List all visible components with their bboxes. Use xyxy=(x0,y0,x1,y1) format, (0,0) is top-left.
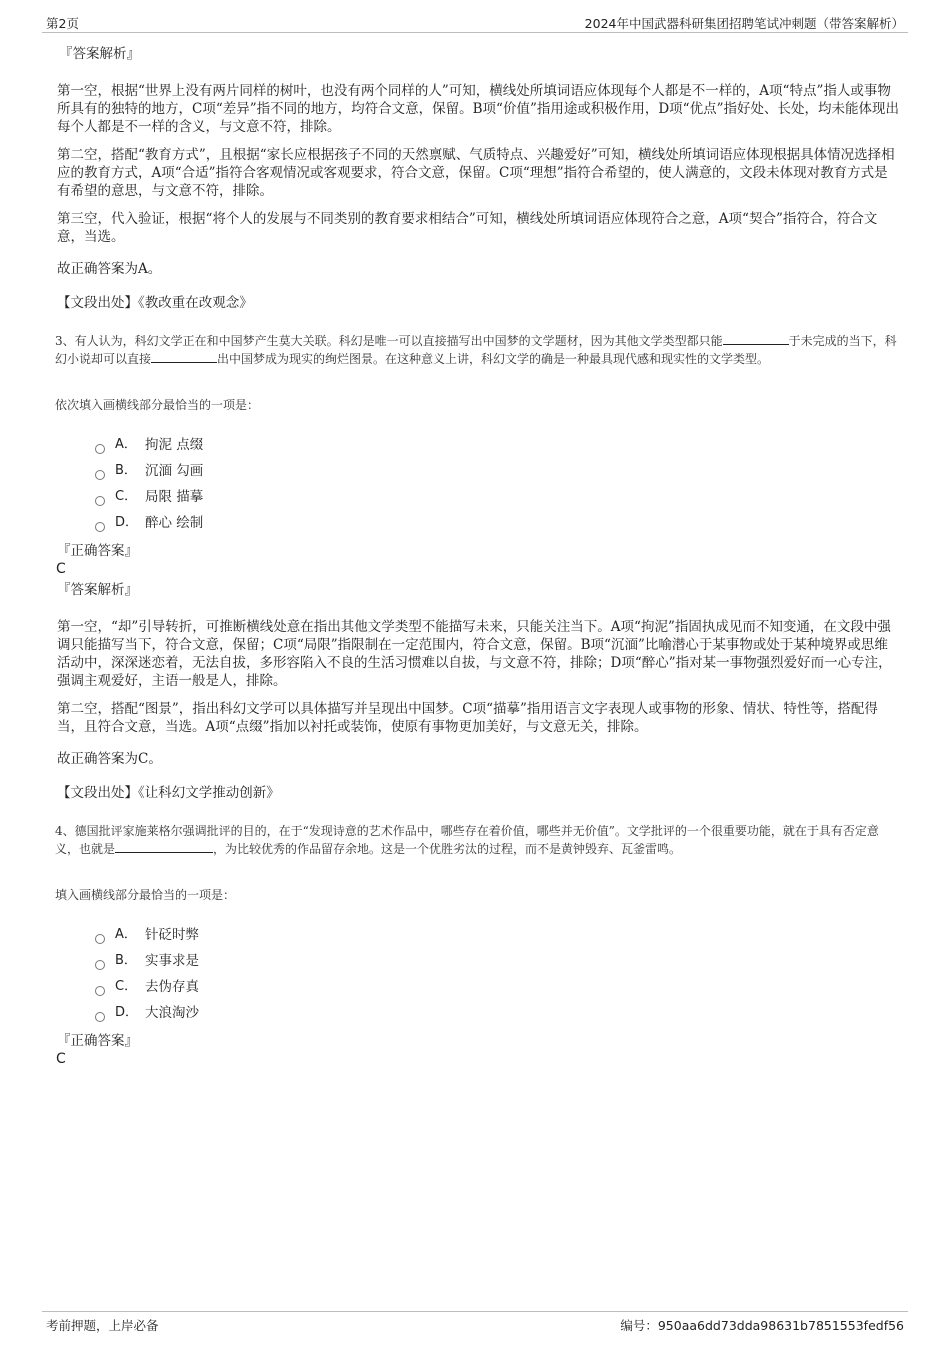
option-item[interactable] xyxy=(95,484,900,510)
options-list xyxy=(95,922,900,1026)
fill-blank xyxy=(115,840,213,853)
option-letter: D． xyxy=(115,1005,139,1020)
question-text-part: 于未完成的当下，科幻小说却可以直接 xyxy=(55,334,897,366)
option-text: 醉心 绘制 xyxy=(145,515,204,531)
fill-blank xyxy=(151,350,217,363)
correct-answer-label: 『正确答案』 xyxy=(57,543,138,559)
correct-answer-value: C xyxy=(56,1051,66,1067)
correct-answer-value: C xyxy=(56,561,66,577)
question-text-part: 3、有人认为，科幻文学正在和中国梦产生莫大关联。科幻是唯一可以直接描写出中国梦的文学题材，因为其他文学类型都只能 xyxy=(55,334,723,348)
analysis-label: 『答案解析』 xyxy=(57,582,138,598)
option-text: 局限 描摹 xyxy=(145,489,204,505)
option-letter: D． xyxy=(115,515,139,530)
radio-button[interactable] xyxy=(95,960,105,970)
question-prompt: 填入画横线部分最恰当的一项是： xyxy=(55,888,236,902)
option-item[interactable] xyxy=(95,948,900,974)
option-item[interactable] xyxy=(95,1000,900,1026)
text-source: 【文段出处】《教改重在改观念》 xyxy=(57,295,253,311)
option-text: 针砭时弊 xyxy=(145,927,199,943)
page-content xyxy=(57,44,900,1068)
document-title: 2024年中国武器科研集团招聘笔试冲刺题（带答案解析） xyxy=(584,16,904,31)
option-letter: A． xyxy=(115,437,137,452)
page-header xyxy=(42,14,908,33)
radio-button[interactable] xyxy=(95,496,105,506)
radio-button[interactable] xyxy=(95,444,105,454)
analysis-paragraph: 第一空，“却”引导转折，可推断横线处意在指出其他文学类型不能描写未来，只能关注当下。A项“拘泥”指固执成见而不知变通，在文段中强调只能描写当下，符合文意，保留；C项“局限”指限制在一定范围内，符合文意，保留。B项“沉湎”比喻潜心于某事物或处于某种境界或思维活动中，深深迷恋着，无法自拔，多形容陷入不良的生活习惯难以自拔，与文意不符，排除；D项“醉心”指对某一事物强烈爱好而一心专注，强调主观爱好，主语一般是人，排除。 xyxy=(57,619,892,689)
radio-button[interactable] xyxy=(95,934,105,944)
option-text: 大浪淘沙 xyxy=(145,1005,199,1021)
option-letter: C． xyxy=(115,489,138,504)
analysis-paragraph: 第二空，搭配“教育方式”，且根据“家长应根据孩子不同的天然禀赋、气质特点、兴趣爱好”可知，横线处所填词语应体现根据具体情况选择相应的教育方式，A项“合适”指符合客观情况或客观要求，符合文意，保留。C项“理想”指符合希望的，使人满意的，文段未体现对教育方式是有希望的意思，与文意不符，排除。 xyxy=(57,147,895,199)
option-letter: C． xyxy=(115,979,138,994)
answer-conclusion: 故正确答案为C。 xyxy=(57,751,162,767)
question-4-text xyxy=(55,822,900,858)
option-letter: A． xyxy=(115,927,137,942)
radio-button[interactable] xyxy=(95,470,105,480)
question-3-text xyxy=(55,332,900,368)
options-list xyxy=(95,432,900,536)
question-text-part: 出中国梦成为现实的绚烂图景。在这种意义上讲，科幻文学的确是一种最具现代感和现实性的文学类型。 xyxy=(217,352,770,366)
radio-button[interactable] xyxy=(95,522,105,532)
text-source: 【文段出处】《让科幻文学推动创新》 xyxy=(57,785,280,801)
option-item[interactable] xyxy=(95,458,900,484)
analysis-paragraph: 第一空，根据“世界上没有两片同样的树叶，也没有两个同样的人”可知，横线处所填词语应体现每个人都是不一样的，A项“特点”指人或事物所具有的独特的地方，C项“差异”指不同的地方，均符合文意，保留。B项“价值”指用途或积极作用，D项“优点”指好处、长处，均未能体现出每个人都是不一样的含义，与文意不符，排除。 xyxy=(57,83,899,135)
option-item[interactable] xyxy=(95,922,900,948)
radio-button[interactable] xyxy=(95,1012,105,1022)
answer-conclusion: 故正确答案为A。 xyxy=(57,261,162,277)
option-text: 实事求是 xyxy=(145,953,199,969)
question-prompt: 依次填入画横线部分最恰当的一项是： xyxy=(55,398,260,412)
analysis-label: 『答案解析』 xyxy=(59,46,140,62)
document-code: 编号：950aa6dd73dda98631b7851553fedf56 xyxy=(620,1318,904,1333)
option-letter: B． xyxy=(115,953,137,968)
question-text-part: ，为比较优秀的作品留存余地。这是一个优胜劣汰的过程，而不是黄钟毁弃、瓦釜雷鸣。 xyxy=(213,842,682,856)
option-item[interactable] xyxy=(95,510,900,536)
page-footer xyxy=(42,1311,908,1332)
correct-answer-label: 『正确答案』 xyxy=(57,1033,138,1049)
radio-button[interactable] xyxy=(95,986,105,996)
page-number: 第2页 xyxy=(46,16,79,31)
question-text-part: 4、德国批评家施莱格尔强调批评的目的，在于“发现诗意的艺术作品中，哪些存在着价值，哪些并无价值”。文学批评的一个很重要功能，就在于具有否定意义，也就是 xyxy=(55,824,879,856)
option-text: 沉湎 勾画 xyxy=(145,463,204,479)
footer-slogan: 考前押题，上岸必备 xyxy=(46,1318,159,1333)
analysis-paragraph: 第二空，搭配“图景”，指出科幻文学可以具体描写并呈现出中国梦。C项“描摹”指用语言文字表现人或事物的形象、情状、特性等，搭配得当，且符合文意，当选。A项“点缀”指加以衬托或装饰，使原有事物更加美好，与文意无关，排除。 xyxy=(57,701,878,735)
option-text: 去伪存真 xyxy=(145,979,199,995)
analysis-paragraph: 第三空，代入验证，根据“将个人的发展与不同类别的教育要求相结合”可知，横线处所填词语应体现符合之意，A项“契合”指符合，符合文意，当选。 xyxy=(57,211,878,245)
option-text: 拘泥 点缀 xyxy=(145,437,204,453)
option-item[interactable] xyxy=(95,974,900,1000)
fill-blank xyxy=(723,332,789,345)
option-letter: B． xyxy=(115,463,137,478)
option-item[interactable] xyxy=(95,432,900,458)
